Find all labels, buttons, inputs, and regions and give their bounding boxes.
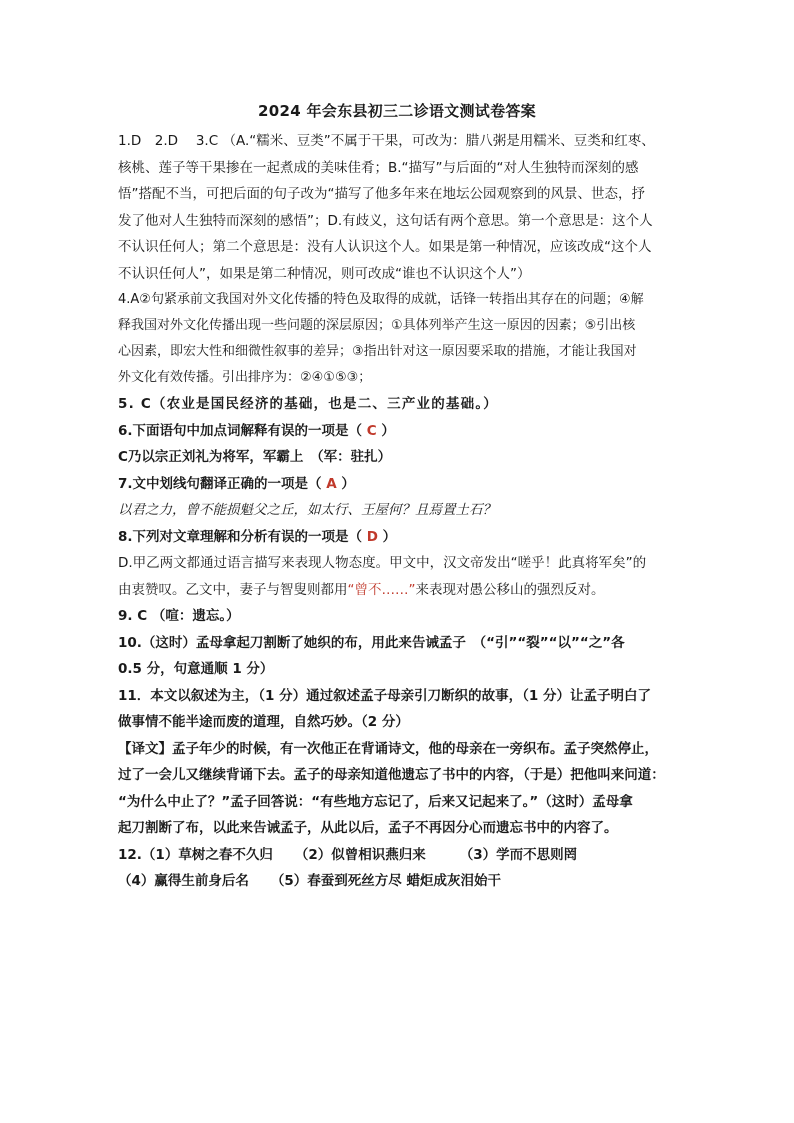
answer-q1-3	[118, 128, 684, 287]
answer-choice: A	[326, 475, 337, 492]
answer-choice: D	[366, 528, 378, 545]
answer-q7-sentence: 以君之力，曾不能损魁父之丘，如太行、王屋何？且焉置土石？	[118, 502, 496, 518]
highlighted-text: “曾不……”	[347, 581, 416, 598]
translation-block	[118, 736, 684, 842]
answer-line: 4.A②句紧承前文我国对外文化传播的特色及取得的成就，话锋一转指出其存在的问题；④解	[118, 292, 644, 307]
answer-item: （4）赢得生前身后名	[118, 873, 249, 889]
answer-q11-line: 做事情不能半途而废的道理，自然巧妙。（2 分）	[118, 714, 409, 730]
answer-q8-question	[118, 524, 684, 551]
answer-line: 发了他对人生独特而深刻的感悟”；D.有歧义，这句话有两个意思。第一个意思是：这个人	[118, 212, 653, 229]
answer-q8-line	[118, 577, 684, 604]
answer-choice: C	[366, 422, 377, 439]
answer-q6-detail: C乃以宗正刘礼为将军，军霸上 （军：驻扎）	[118, 449, 392, 465]
answer-line: 悟”搭配不当，可把后面的句子改为“描写了他多年来在地坛公园观察到的风景、世态，抒	[118, 186, 645, 202]
translation-line: 【译文】孟子年少的时候，有一次他正在背诵诗文，他的母亲在一旁织布。孟子突然停止，	[118, 740, 658, 757]
answer-q9: 9. C （喧：遗忘。）	[118, 608, 240, 624]
answer-q12-line	[118, 842, 684, 869]
answer-line: 1.D 2.D 3.C （A.“糯米、豆类”不属于干果，可改为：腊八粥是用糯米、豆类和红枣、	[118, 133, 655, 149]
answer-q8-line: D.甲乙两文都通过语言描写来表现人物态度。甲文中，汉文帝发出“嗟乎！此真将军矣”的	[118, 555, 647, 571]
answer-q10-line: 10.（这时）孟母拿起刀割断了她织的布，用此来告诫孟子 （“引”“裂”“以”“之”各	[118, 634, 625, 651]
answer-text: 由衷赞叹。乙文中，妻子与智叟则都用	[118, 581, 348, 598]
question-text: 7.文中划线句翻译正确的一项是（	[118, 475, 327, 492]
question-text: ）	[376, 422, 395, 439]
answer-line: 不认识任何人；第二个意思是：没有人认识这个人。如果是第一种情况，应该改成“这个人	[118, 239, 652, 255]
answer-item: （3）学而不思则罔	[459, 846, 578, 863]
answer-body	[118, 128, 684, 895]
answer-item: （1）草树之春不久归	[141, 846, 273, 863]
answer-item: （2）似曾相识燕归来	[294, 846, 426, 863]
answer-q12-line	[118, 868, 684, 895]
question-text: 8.下列对文章理解和分析有误的一项是（	[118, 528, 367, 545]
answer-item: （5）春蚕到死丝方尽 蜡炬成灰泪始干	[270, 873, 501, 889]
document-title: 2024 年会东县初三二诊语文测试卷答案	[258, 102, 536, 120]
answer-text: 来表现对愚公移山的强烈反对。	[415, 581, 605, 598]
answer-line: 心因素，即宏大性和细微性叙事的差异；③指出针对这一原因要采取的措施，才能让我国对	[118, 344, 637, 359]
question-text: ）	[377, 528, 397, 545]
answer-q6-question	[118, 418, 684, 445]
answer-q10-line: 0.5 分，句意通顺 1 分）	[118, 661, 274, 677]
answer-line: 核桃、莲子等干果掺在一起煮成的美味佳肴；B.“描写”与后面的“对人生独特而深刻的感	[118, 159, 639, 176]
translation-line: 过了一会儿又继续背诵下去。孟子的母亲知道他遗忘了书中的内容，（于是）把他叫来问道：	[118, 767, 665, 783]
answer-line: 不认识任何人”，如果是第二种情况，则可改成“谁也不认识这个人”）	[118, 265, 531, 282]
question-text: ）	[336, 475, 355, 492]
answer-line: 外文化有效传播。引出排序为：②④①⑤③；	[118, 370, 372, 385]
answer-q5: 5. C（农业是国民经济的基础，也是二、三产业的基础。）	[118, 396, 498, 412]
translation-line: “为什么中止了？”孟子回答说：“有些地方忘记了，后来又记起来了。”（这时）孟母拿	[118, 793, 633, 810]
question-text: 6.下面语句中加点词解释有误的一项是（	[118, 422, 367, 439]
answer-line: 释我国对外文化传播出现一些问题的深层原因；①具体列举产生这一原因的因素；⑤引出核	[118, 318, 636, 333]
question-number: 12.	[118, 846, 142, 863]
answer-q4	[118, 287, 684, 391]
translation-line: 起刀割断了布，以此来告诫孟子，从此以后，孟子不再因分心而遗忘书中的内容了。	[118, 820, 618, 836]
answer-q11-line: 11．本文以叙述为主，（1 分）通过叙述孟子母亲引刀断织的故事，（1 分）让孟子明白了	[118, 687, 651, 704]
answer-q7-question	[118, 471, 684, 498]
